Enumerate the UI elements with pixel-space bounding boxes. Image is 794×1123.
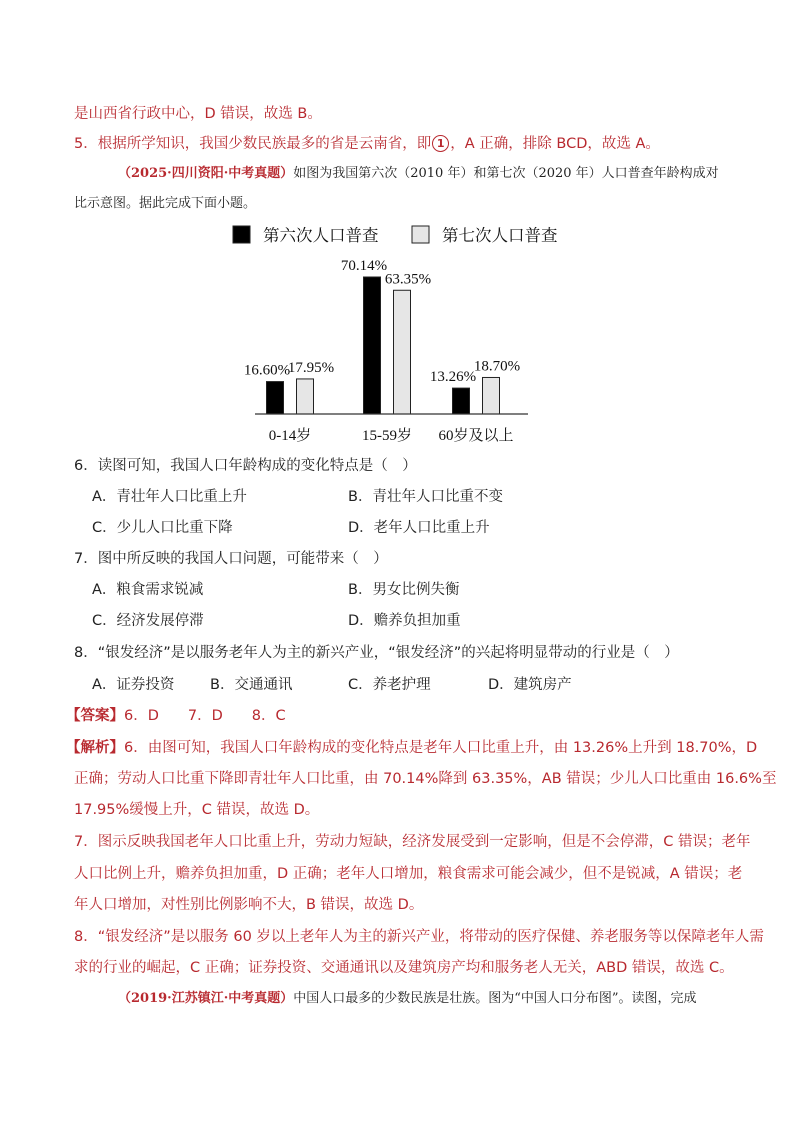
bar-seventh-0 — [297, 379, 314, 414]
data-label-seventh-0: 17.95% — [287, 359, 335, 376]
age-structure-chart — [0, 0, 794, 460]
analysis-line-4: 7．图示反映我国老年人口比重上升，劳动力短缺，经济发展受到一定影响，但是不会停滞，C 错误；老年 — [74, 834, 751, 850]
legend-swatch-0 — [233, 226, 250, 243]
data-label-sixth-0: 16.60% — [243, 362, 291, 379]
analysis-label: 【解析】 — [66, 740, 124, 756]
data-label-sixth-1: 70.14% — [340, 258, 388, 274]
circled-number: 1 — [432, 135, 449, 152]
data-label-seventh-1: 63.35% — [384, 271, 432, 288]
prev-answer-line: 是山西省行政中心，D 错误，故选 B。 — [74, 106, 322, 122]
legend-label-0: 第六次人口普查 — [263, 226, 379, 245]
q8-option-d: D．建筑房产 — [488, 677, 572, 693]
q6-option-c: C．少儿人口比重下降 — [92, 520, 233, 536]
analysis-line-5: 人口比例上升，赡养负担加重，D 正确；老年人口增加，粮食需求可能会减少，但不是锐减，A 错误；老 — [74, 866, 743, 882]
answer-text: 6．D 7．D 8．C — [124, 708, 286, 724]
q6-option-a: A．青壮年人口比重上升 — [92, 489, 247, 505]
q8-option-a: A．证券投资 — [92, 677, 175, 693]
analysis-line-3: 17.95%缓慢上升，C 错误，故选 D。 — [74, 802, 320, 818]
q8-option-c: C．养老护理 — [348, 677, 431, 693]
analysis-line-6: 年人口增加，对性别比例影响不大，B 错误，故选 D。 — [74, 897, 424, 913]
q5-tail: ，A 正确，排除 BCD，故选 A。 — [450, 136, 660, 152]
category-label-1: 15-59岁 — [362, 428, 412, 444]
data-label-sixth-2: 13.26% — [429, 369, 477, 386]
q7-option-d: D．赡养负担加重 — [348, 613, 461, 629]
category-label-2: 60岁及以上 — [438, 428, 514, 444]
legend-swatch-1 — [412, 226, 429, 243]
bar-seventh-2 — [483, 377, 500, 414]
next-intro-line — [118, 989, 697, 1009]
intro-line-2: 比示意图。据此完成下面小题。 — [74, 196, 257, 211]
source-tag: （2025·四川资阳·中考真题） — [118, 166, 294, 181]
next-intro-text: 中国人口最多的少数民族是壮族。图为“中国人口分布图”。读图，完成 — [293, 991, 697, 1006]
question-8-stem: 8．“银发经济”是以服务老年人为主的新兴产业，“银发经济”的兴起将明显带动的行业是（ ） — [74, 645, 679, 661]
q8-option-b: B．交通通讯 — [210, 677, 293, 693]
answer-line — [66, 706, 286, 726]
category-label-0: 0-14岁 — [268, 428, 312, 444]
q5-text: 5．根据所学知识，我国少数民族最多的省是云南省，即 — [74, 136, 432, 152]
bar-seventh-1 — [394, 290, 411, 414]
question-6-stem: 6．读图可知，我国人口年龄构成的变化特点是（ ） — [74, 458, 417, 474]
bar-sixth-1 — [364, 277, 381, 414]
analysis-line-1 — [66, 738, 757, 758]
analysis-line-7: 8．“银发经济”是以服务 60 岁以上老年人为主的新兴产业，将带动的医疗保健、养老服务等以保障老年人需 — [74, 929, 764, 945]
next-source-tag: （2019·江苏镇江·中考真题） — [118, 991, 294, 1006]
intro-text-1: 如图为我国第六次（2010 年）和第七次（2020 年）人口普查年龄构成对 — [293, 166, 719, 181]
q6-option-d: D．老年人口比重上升 — [348, 520, 490, 536]
bar-sixth-2 — [453, 388, 470, 414]
q6-option-b: B．青壮年人口比重不变 — [348, 489, 503, 505]
analysis-text-1: 6．由图可知，我国人口年龄构成的变化特点是老年人口比重上升，由 13.26%上升到 18.70%，D — [124, 740, 758, 756]
chart-bars — [244, 258, 520, 444]
legend-label-1: 第七次人口普查 — [442, 226, 558, 245]
q7-option-c: C．经济发展停滞 — [92, 613, 204, 629]
q7-option-a: A．粮食需求锐减 — [92, 582, 204, 598]
chart-legend — [233, 226, 558, 245]
bar-sixth-0 — [267, 382, 284, 414]
analysis-line-2: 正确；劳动人口比重下降即青壮年人口比重，由 70.14%降到 63.35%，AB 错误；少儿人口比重由 16.6%至 — [74, 771, 777, 787]
answer-label: 【答案】 — [66, 708, 124, 724]
question-7-stem: 7．图中所反映的我国人口问题，可能带来（ ） — [74, 551, 388, 567]
q7-option-b: B．男女比例失衡 — [348, 582, 460, 598]
analysis-line-8: 求的行业的崛起，C 正确；证券投资、交通通讯以及建筑房产均和服务老人无关，ABD 错误，故选 C。 — [74, 960, 734, 976]
data-label-seventh-2: 18.70% — [473, 358, 521, 375]
